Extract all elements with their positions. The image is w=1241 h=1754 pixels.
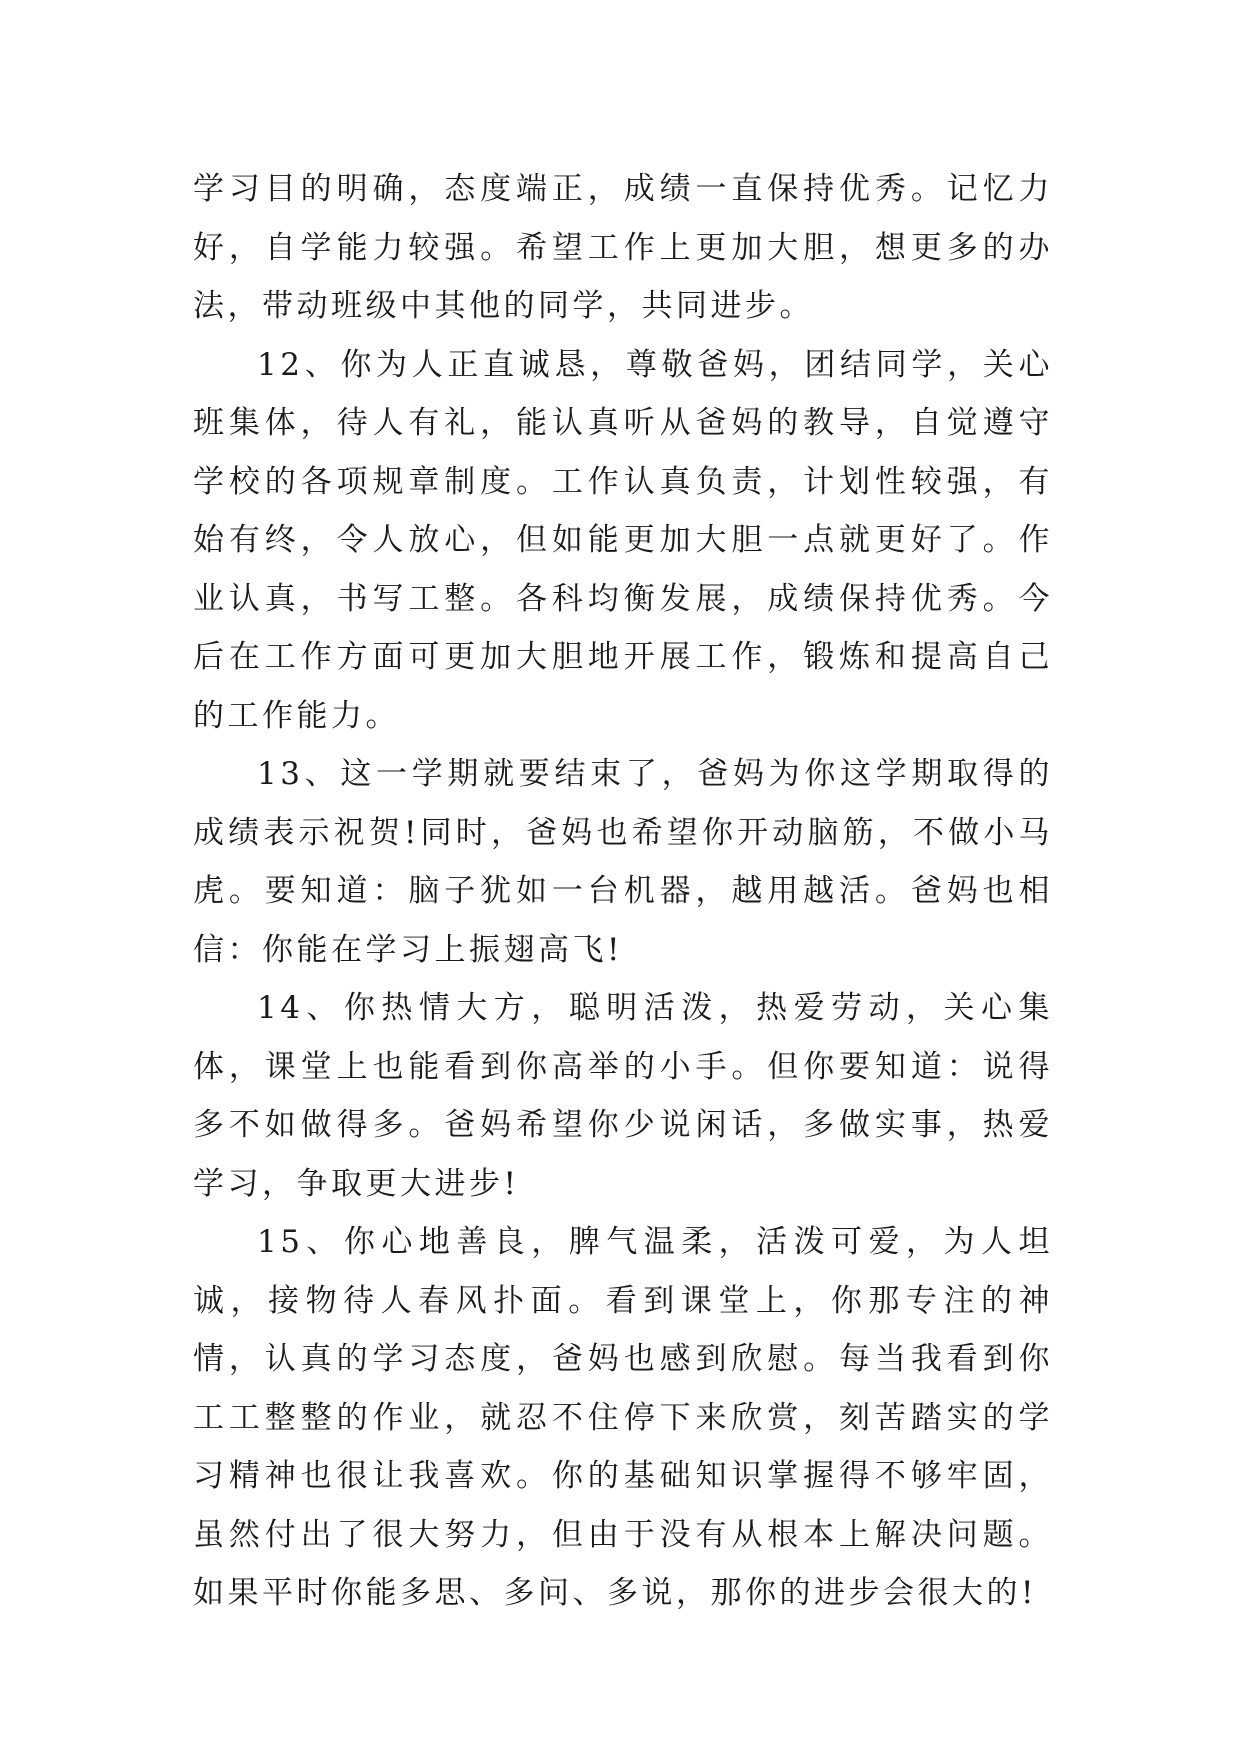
paragraph-comment-15: 15、你心地善良，脾气温柔，活泼可爱，为人坦诚，接物待人春风扑面。看到课堂上，你那专注的神情，认真的学习态度，爸妈也感到欣慰。每当我看到你工工整整的作业，就忍不住停下来欣赏，刻苦踏实的学习精神也很让我喜欢。你的基础知识掌握得不够牢固，虽然付出了很大努力，但由于没有从根本上解决问题。如果平时你能多思、多问、多说，那你的进步会很大的! — [193, 1224, 1053, 1611]
document-page — [193, 160, 1053, 1623]
paragraph-comment-14: 14、你热情大方，聪明活泼，热爱劳动，关心集体，课堂上也能看到你高举的小手。但你要知道：说得多不如做得多。爸妈希望你少说闲话，多做实事，热爱学习，争取更大进步! — [193, 990, 1053, 1202]
paragraph-continuation: 学习目的明确，态度端正，成绩一直保持优秀。记忆力好，自学能力较强。希望工作上更加大胆，想更多的办法，带动班级中其他的同学，共同进步。 — [193, 171, 1053, 324]
paragraph-comment-13: 13、这一学期就要结束了，爸妈为你这学期取得的成绩表示祝贺!同时，爸妈也希望你开动脑筋，不做小马虎。要知道：脑子犹如一台机器，越用越活。爸妈也相信：你能在学习上振翅高飞! — [193, 756, 1053, 968]
paragraph-comment-12: 12、你为人正直诚恳，尊敬爸妈，团结同学，关心班集体，待人有礼，能认真听从爸妈的教导，自觉遵守学校的各项规章制度。工作认真负责，计划性较强，有始有终，令人放心，但如能更加大胆一点就更好了。作业认真，书写工整。各科均衡发展，成绩保持优秀。今后在工作方面可更加大胆地开展工作，锻炼和提高自己的工作能力。 — [193, 346, 1053, 734]
